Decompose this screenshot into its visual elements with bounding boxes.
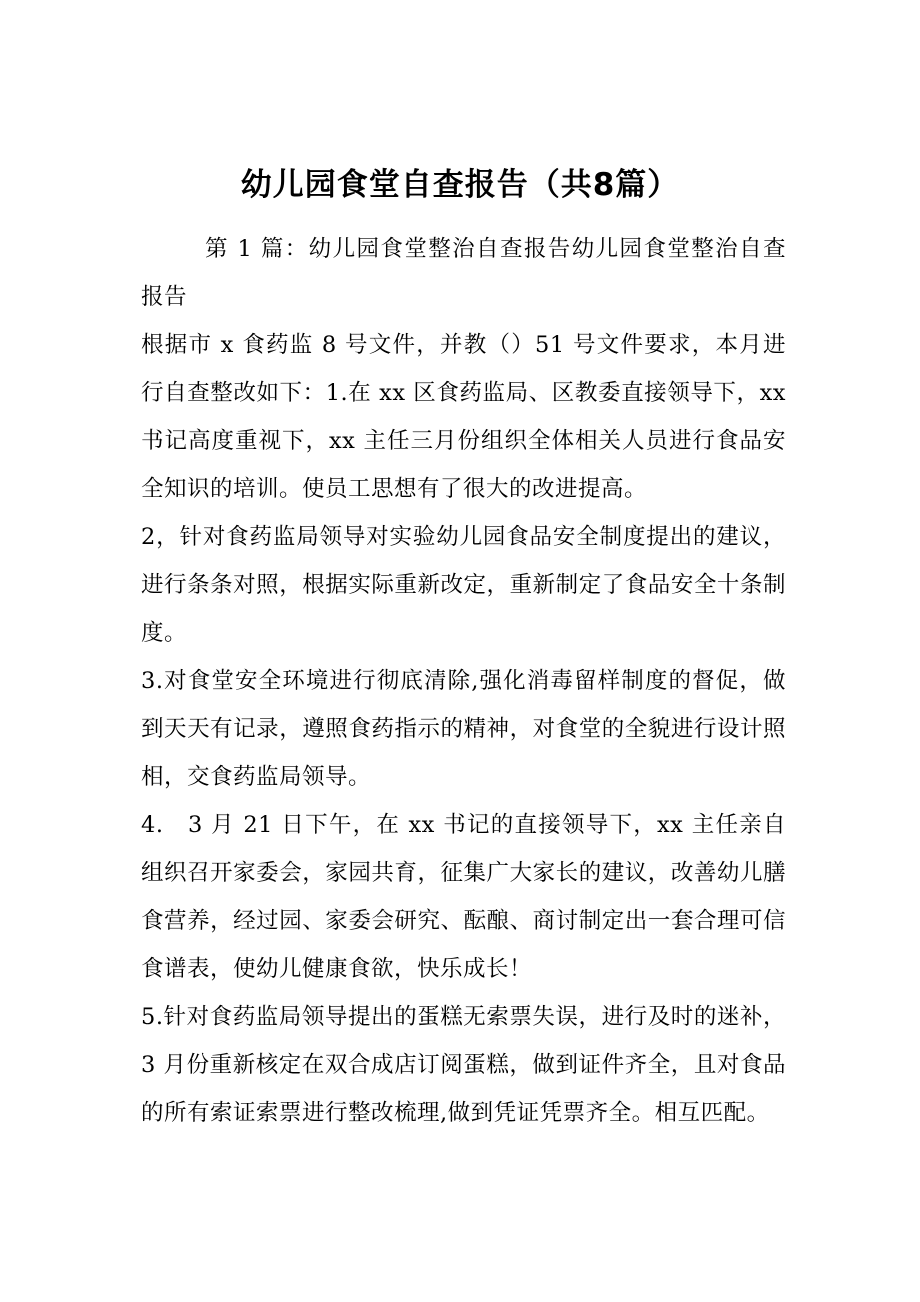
paragraph-3: 3.对食堂安全环境进行彻底清除,强化消毒留样制度的督促，做到天天有记录，遵照食药指示的精神，对食堂的全貌进行设计照相，交食药监局领导。 — [141, 668, 786, 790]
paragraph-1: 根据市 x 食药监 8 号文件，并教（）51 号文件要求，本月进行自查整改如下：1.在 xx 区食药监局、区教委直接领导下，xx 书记高度重视下，xx 主任三月份组织全体相关人员进行食品安全知识的培训。使员工思想有了很大的改进提高。 — [141, 332, 786, 502]
document-body — [141, 225, 786, 1137]
document-title: 幼儿园食堂自查报告（共8篇） — [240, 166, 680, 203]
paragraph-4: 4. 3 月 21 日下午，在 xx 书记的直接领导下，xx 主任亲自组织召开家委会，家园共育，征集广大家长的建议，改善幼儿膳食营养，经过园、家委会研究、酝酿、商讨制定出一套合理可信食谱表，使幼儿健康食欲，快乐成长！ — [141, 812, 786, 982]
paragraph-2: 2，针对食药监局领导对实验幼儿园食品安全制度提出的建议，进行条条对照，根据实际重新改定，重新制定了食品安全十条制度。 — [141, 524, 786, 646]
paragraph-heading: 第 1 篇：幼儿园食堂整治自查报告幼儿园食堂整治自查报告 — [141, 236, 786, 310]
paragraph-5: 5.针对食药监局领导提出的蛋糕无索票失误，进行及时的迷补，3 月份重新核定在双合成店订阅蛋糕，做到证件齐全，且对食品的所有索证索票进行整改梳理,做到凭证凭票齐全。相互匹配。 — [141, 1004, 786, 1126]
